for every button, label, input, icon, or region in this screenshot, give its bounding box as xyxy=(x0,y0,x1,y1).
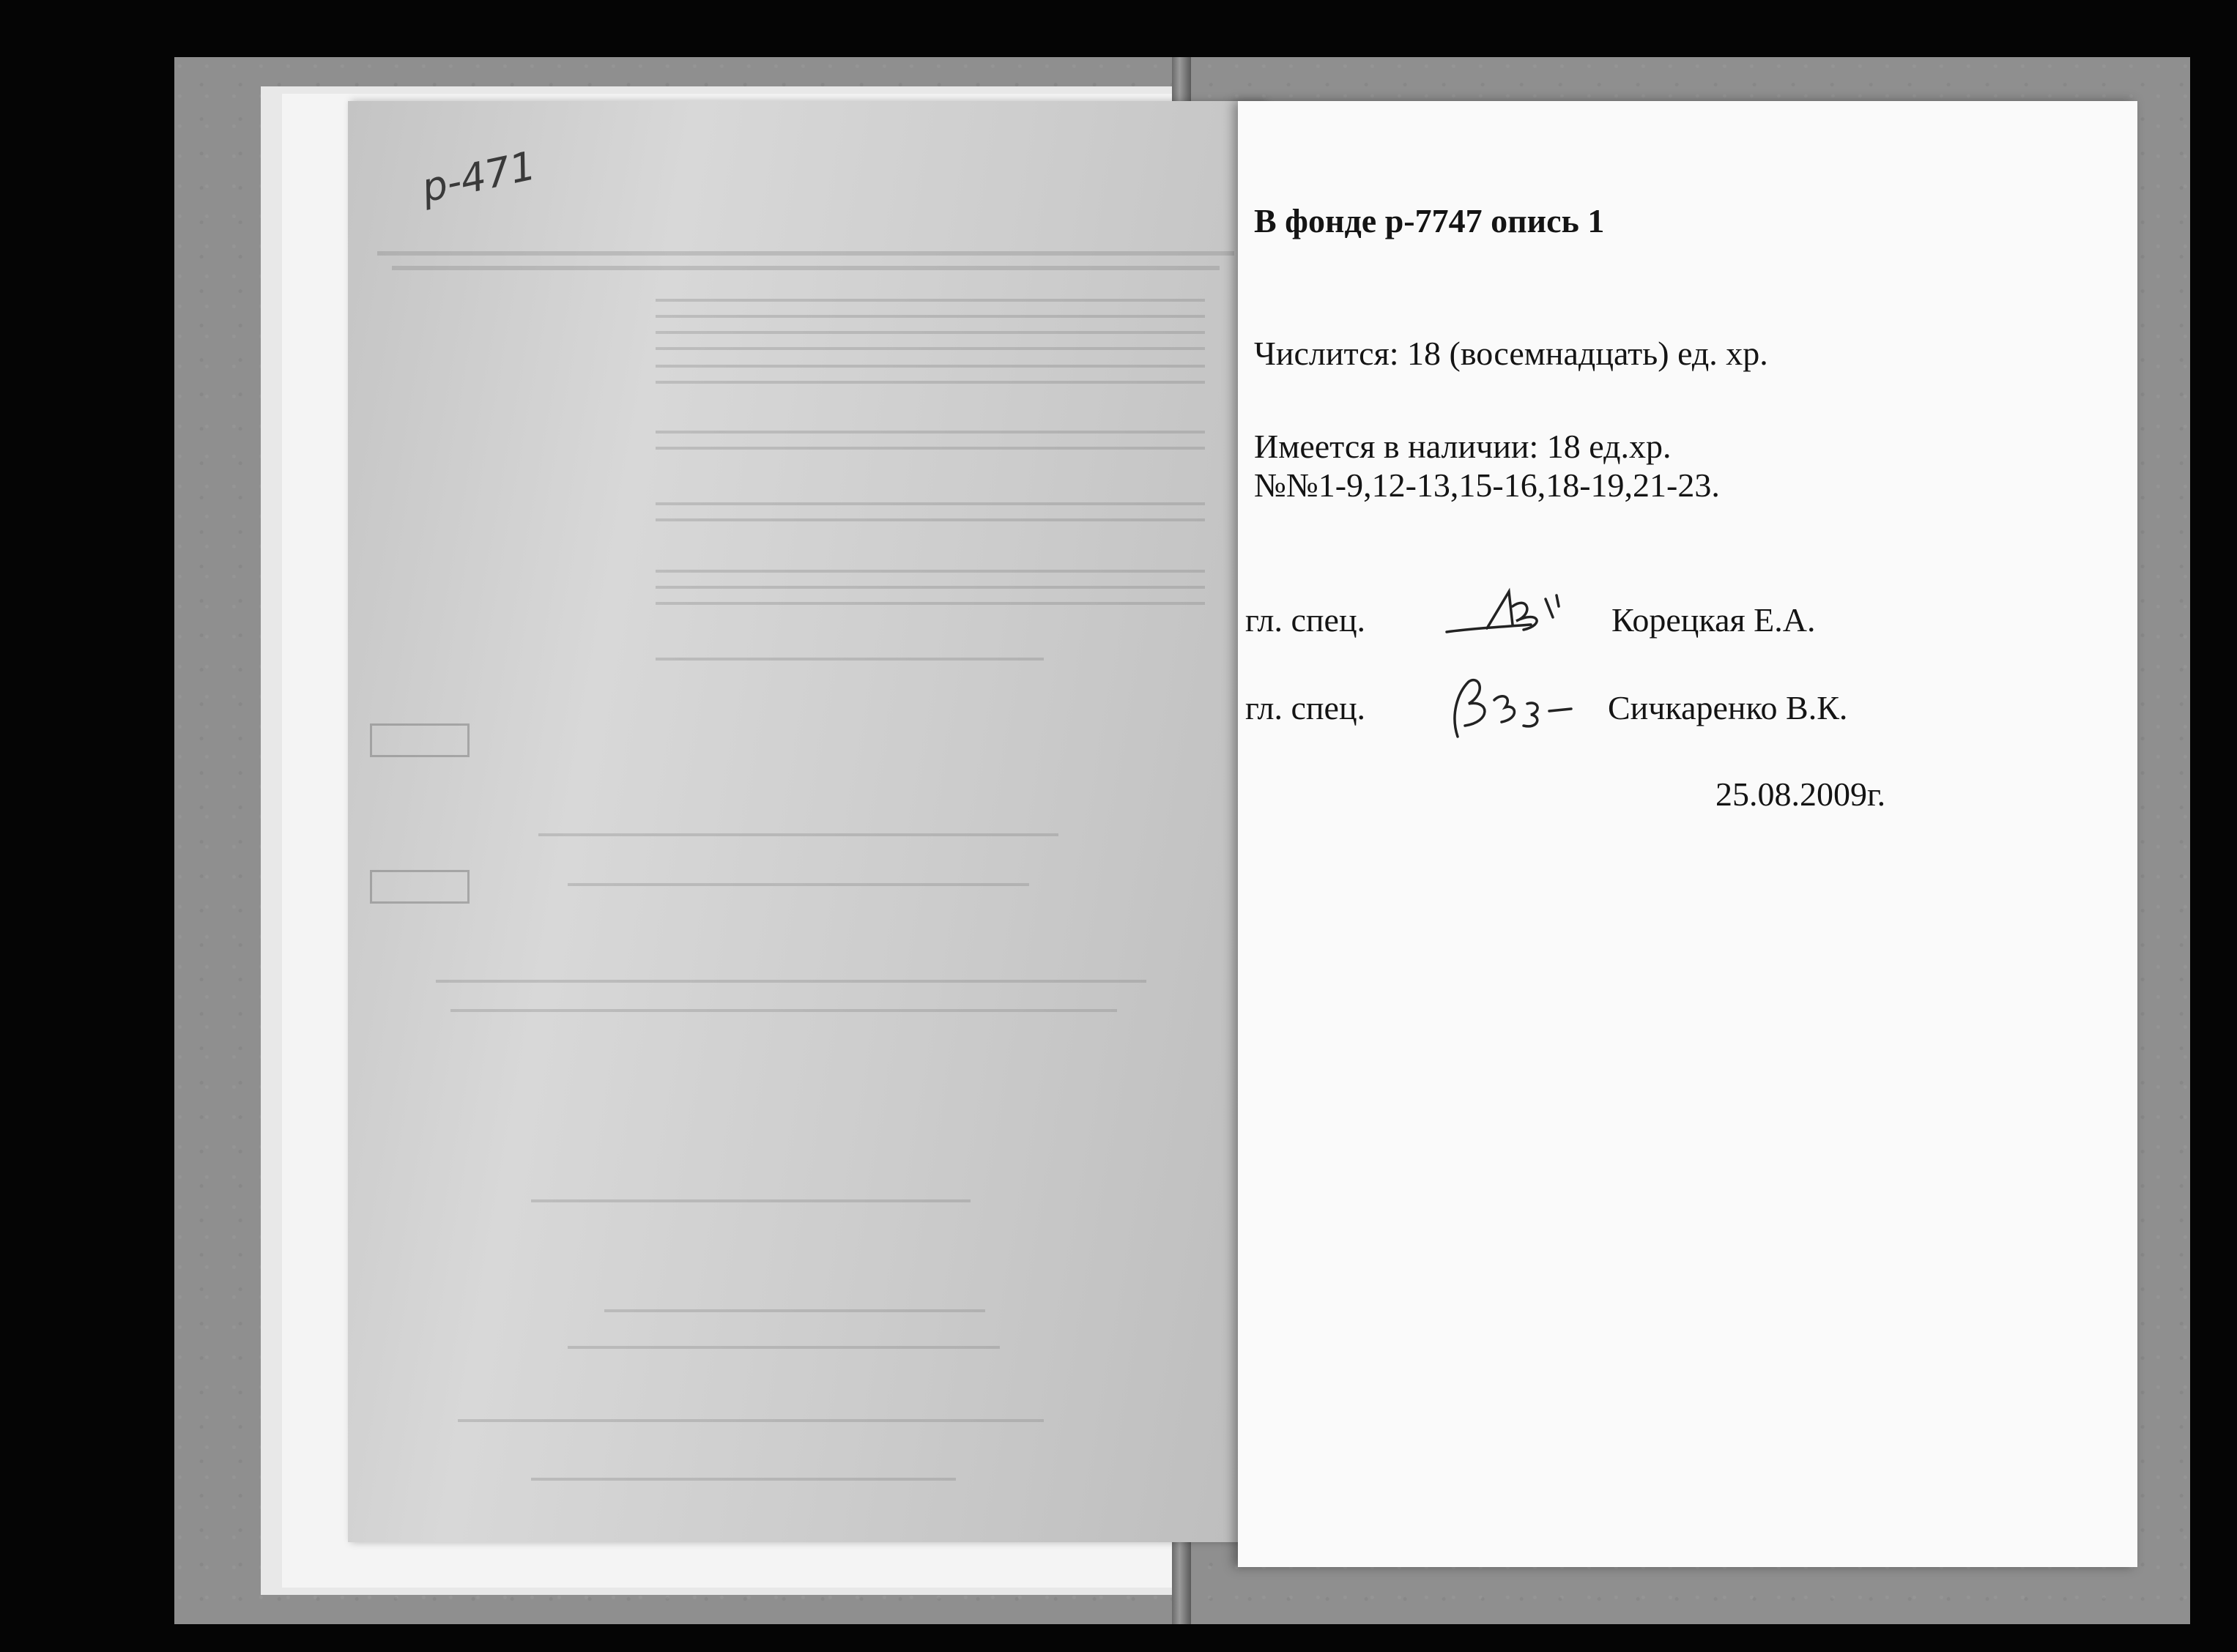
available-count: Имеется в наличии: 18 ед.хр. xyxy=(1254,428,1672,465)
left-page xyxy=(348,101,1264,1542)
available-numbers: №№1-9,12-13,15-16,18-19,21-23. xyxy=(1254,466,1720,504)
signatory-title: гл. спец. xyxy=(1245,689,1366,726)
signatory-title: гл. спец. xyxy=(1245,601,1366,639)
margin-handwritten-mark: p-471 xyxy=(418,142,540,212)
signatory-name: Сичкаренко В.К. xyxy=(1608,689,1848,726)
listed-count: Числится: 18 (восемнадцать) ед. хр. xyxy=(1254,335,1768,372)
document-date: 25.08.2009г. xyxy=(1715,775,1886,813)
fund-heading: В фонде р-7747 опись 1 xyxy=(1254,202,1605,239)
signatory-name: Корецкая Е.А. xyxy=(1611,601,1816,639)
signature-icon xyxy=(1428,671,1575,744)
right-page xyxy=(1238,101,2137,1567)
signature-icon xyxy=(1443,584,1589,650)
